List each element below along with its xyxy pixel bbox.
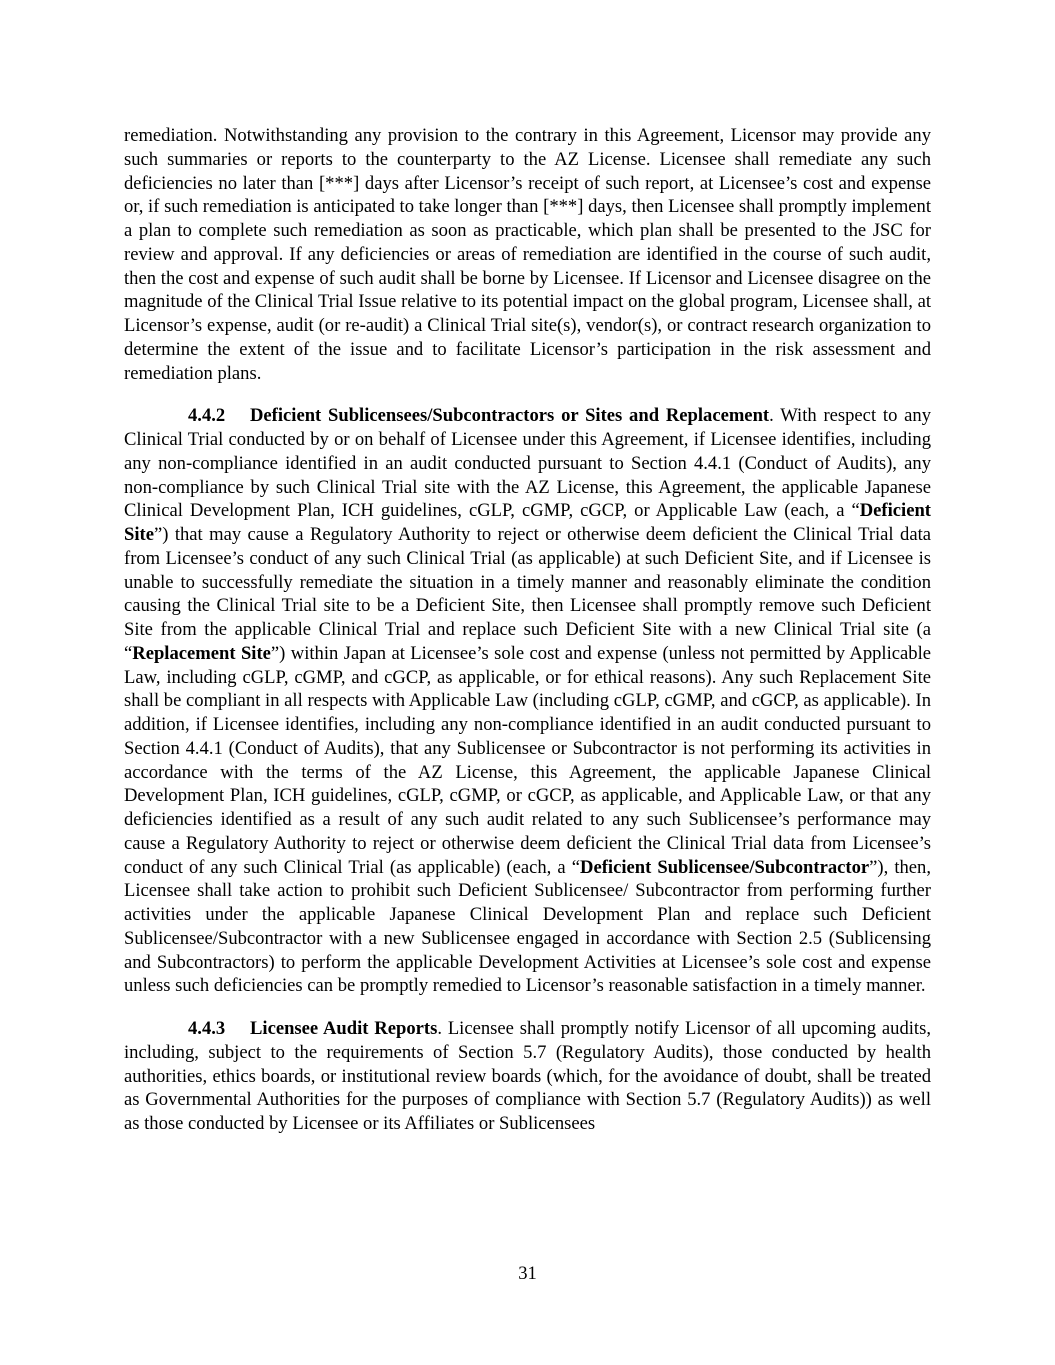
- section-heading: Deficient Sublicensees/Subcontractors or Sites and Replacement: [250, 405, 770, 427]
- paragraph-continuation: [124, 124, 931, 385]
- section-4-4-2: [124, 404, 931, 998]
- document-page: [124, 124, 931, 1155]
- section-text: With respect to any Clinical Trial conducted by or on behalf of Licensee under this Agreement, if Licensee identifies, including any non-compliance identified in an audit conducted pursuant to Section 4.4.1 (Conduct of Audits), any non-compliance by such Clinical Trial site with the AZ License, this Agreement, the applicable Japanese Clinical Development Plan, ICH guidelines, cGLP, cGMP, cGCP, or Applicable Law (each, a “: [124, 405, 932, 522]
- section-number: 4.4.2: [188, 405, 226, 427]
- defined-term-deficient-site: Deficient Site: [124, 500, 931, 545]
- section-heading: Licensee Audit Reports: [250, 1018, 438, 1039]
- heading-period: .: [769, 405, 774, 427]
- section-text: ”) that may cause a Regulatory Authority to reject or otherwise deem deficient the Clinical Trial data from Licensee’s conduct of any such Clinical Trial (as applicable) at such Deficient Site, and if Licensee is unable to successfully remediate the situation in a timely manner and reasonably eliminate the condition causing the Clinical Trial site to be a Deficient Site, then Licensee shall promptly remove such Deficient Site from the applicable Clinical Trial and replace such Deficient Site with a new Clinical Trial site (a “: [124, 524, 931, 664]
- defined-term-deficient-sublicensee: Deficient Sublicensee/Subcontractor: [580, 856, 870, 878]
- section-text: ”), then, Licensee shall take action to prohibit such Deficient Sublicensee/ Subcontractor from performing further activities under the applicable Japanese Clinical Development Plan and replace such Deficient Sublicensee/Subcontractor with a new Sublicensee engaged in accordance with Section 2.5 (Sublicensing and Subcontractors) to perform the applicable Development Activities at Licensee’s sole cost and expense unless such deficiencies can be promptly remedied to Licensor’s reasonable satisfaction in a timely manner.: [124, 856, 932, 997]
- page-number: 31: [518, 1263, 537, 1284]
- defined-term-replacement-site: Replacement Site: [132, 642, 271, 664]
- section-text: ”) within Japan at Licensee’s sole cost and expense (unless not permitted by Applicable Law, including cGLP, cGMP, and cGCP, as applicable, or for ethical reasons). Any such Replacement Site shall be compliant in all respects with Applicable Law (including cGLP, cGMP, and cGCP, as applicable). In addition, if Licensee identifies, including any non-compliance identified in an audit conducted pursuant to Section 4.4.1 (Conduct of Audits), that any Sublicensee or Subcontractor is not performing its activities in accordance with the terms of the AZ License, this Agreement, the applicable Japanese Clinical Development Plan, ICH guidelines, cGLP, cGMP, or cGCP, as applicable, and Applicable Law, or that any deficiencies identified as a result of any such audit related to any such Sublicensee’s performance may cause a Regulatory Authority to reject or otherwise deem deficient the Clinical Trial data from Licensee’s conduct of any such Clinical Trial (as applicable) (each, a “: [124, 642, 931, 878]
- section-4-4-3: [124, 1017, 931, 1136]
- paragraph-text: remediation. Notwithstanding any provision to the contrary in this Agreement, Licensor may provide any such summaries or reports to the counterparty to the AZ License. Licensee shall remediate any such deficiencies no later than [***] days after Licensor’s receipt of such report, at Licensee’s cost and expense or, if such remediation is anticipated to take longer than [***] days, then Licensee shall promptly implement a plan to complete such remediation as soon as practicable, which plan shall be presented to the JSC for review and approval. If any deficiencies or areas of remediation are identified in the course of such audit, then the cost and expense of such audit shall be borne by Licensee. If Licensor and Licensee disagree on the magnitude of the Clinical Trial Issue relative to its potential impact on the global program, Licensee shall, at Licensor’s expense, audit (or re-audit) a Clinical Trial site(s), vendor(s), or contract research organization to determine the extent of the issue and to facilitate Licensor’s participation in the risk assessment and remediation plans.: [124, 125, 931, 384]
- section-text: Licensee shall promptly notify Licensor of all upcoming audits, including, subject to the requirements of Section 5.7 (Regulatory Audits), those conducted by health authorities, ethics boards, or institutional review boards (which, for the avoidance of doubt, shall be treated as Governmental Authorities for the purposes of compliance with Section 5.7 (Regulatory Audits)) as well as those conducted by Licensee or its Affiliates or Sublicensees: [124, 1018, 931, 1134]
- section-number: 4.4.3: [188, 1018, 226, 1039]
- heading-period: .: [437, 1018, 442, 1039]
